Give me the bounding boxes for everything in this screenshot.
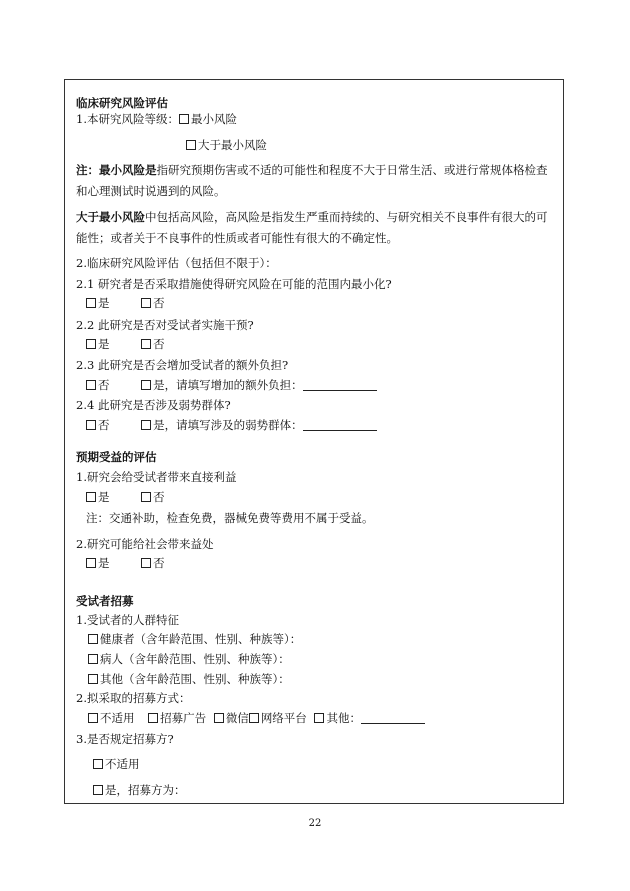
min-risk-checkbox[interactable] xyxy=(179,114,189,124)
method-web-checkbox[interactable] xyxy=(249,713,259,723)
section-title-recruit: 受试者招募 xyxy=(76,594,134,608)
q22-text: 2.2 此研究是否对受试者实施干预? xyxy=(76,318,254,332)
q21-text: 2.1 研究者是否采取措施使得研究风险在可能的范围内最小化? xyxy=(76,277,392,291)
other-group-option xyxy=(88,671,290,687)
q23-no-checkbox[interactable] xyxy=(86,380,96,390)
patient-option xyxy=(88,651,290,667)
gt-min-risk-label: 大于最小风险 xyxy=(198,138,267,152)
method-ad-label: 招募广告 xyxy=(160,711,207,725)
page-number: 22 xyxy=(308,818,322,829)
risk-assessment-question: 2.临床研究风险评估（包括但不限于）： xyxy=(76,256,277,270)
q22-yes-checkbox[interactable] xyxy=(86,339,96,349)
method-other-label: 其他： xyxy=(326,711,361,725)
method-na-checkbox[interactable] xyxy=(88,713,98,723)
q23-text: 2.3 此研究是否会增加受试者的额外负担? xyxy=(76,358,289,372)
healthy-checkbox[interactable] xyxy=(88,634,98,644)
benefit-q1-yes-label: 是 xyxy=(98,490,110,504)
q23-yes-checkbox[interactable] xyxy=(141,380,151,390)
q21-no-checkbox[interactable] xyxy=(141,298,151,308)
patient-checkbox[interactable] xyxy=(88,654,98,664)
q23-fill-blank[interactable] xyxy=(303,378,377,391)
note-gt-min-risk-text: 中包括高风险，高风险是指发生严重而持续的、与研究相关不良事件有很大的可能性；或者关于不良事件的性质或者可能性有很大的不确定性。 xyxy=(76,210,548,245)
recruit-methods xyxy=(88,710,425,726)
note-min-risk-text: 指研究预期伤害或不适的可能性和程度不大于日常生活、或进行常规体格检查和心理测试时说遇到的风险。 xyxy=(76,163,548,198)
benefit-q2-no-label: 否 xyxy=(153,556,165,570)
gt-min-risk-option xyxy=(186,137,267,153)
method-wechat-label: 微信 xyxy=(225,711,249,725)
q24-text: 2.4 此研究是否涉及弱势群体? xyxy=(76,398,231,412)
method-other-checkbox[interactable] xyxy=(314,713,324,723)
q21-yes-label: 是 xyxy=(98,296,110,310)
q21-no-label: 否 xyxy=(153,296,165,310)
q22-yes-label: 是 xyxy=(98,337,110,351)
note-min-risk xyxy=(76,160,558,202)
note-gt-min-risk xyxy=(76,207,558,249)
note-gt-min-risk-bold: 大于最小风险 xyxy=(76,210,145,224)
q22-options xyxy=(86,336,165,352)
benefit-q2-no-checkbox[interactable] xyxy=(141,558,151,568)
patient-label: 病人（含年龄范围、性别、种族等）： xyxy=(100,652,290,666)
risk-level-question xyxy=(76,111,237,127)
q22-no-label: 否 xyxy=(153,337,165,351)
q24-fill-blank[interactable] xyxy=(303,418,377,431)
q22-no-checkbox[interactable] xyxy=(141,339,151,349)
benefit-q2-yes-label: 是 xyxy=(98,556,110,570)
recruiter-na-checkbox[interactable] xyxy=(93,759,103,769)
q24-options xyxy=(86,417,377,433)
q21-options xyxy=(86,295,165,311)
benefit-q2-options xyxy=(86,555,165,571)
q24-yes-label: 是，请填写涉及的弱势群体： xyxy=(153,418,303,432)
benefit-q1-options xyxy=(86,489,165,505)
benefit-q1-no-checkbox[interactable] xyxy=(141,492,151,502)
benefit-q1-no-label: 否 xyxy=(153,490,165,504)
q24-no-label: 否 xyxy=(98,418,110,432)
recruiter-na-option xyxy=(93,756,140,772)
healthy-label: 健康者（含年龄范围、性别、种族等）： xyxy=(100,632,302,646)
recruiter-yes-option xyxy=(93,782,186,798)
other-group-label: 其他（含年龄范围、性别、种族等）： xyxy=(100,672,290,686)
benefit-q1-text: 1.研究会给受试者带来直接利益 xyxy=(76,470,237,484)
recruit-q1-text: 1.受试者的人群特征 xyxy=(76,613,179,627)
q24-no-checkbox[interactable] xyxy=(86,420,96,430)
healthy-option xyxy=(88,631,301,647)
method-other-blank[interactable] xyxy=(361,711,425,724)
method-wechat-checkbox[interactable] xyxy=(214,713,224,723)
risk-level-label: 1.本研究风险等级： xyxy=(76,112,179,126)
q23-no-label: 否 xyxy=(98,378,110,392)
recruit-q3-text: 3.是否规定招募方? xyxy=(76,732,174,746)
method-web-label: 网络平台 xyxy=(260,711,307,725)
q21-yes-checkbox[interactable] xyxy=(86,298,96,308)
q23-options xyxy=(86,377,377,393)
section-title-risk: 临床研究风险评估 xyxy=(76,96,168,110)
benefit-q2-yes-checkbox[interactable] xyxy=(86,558,96,568)
gt-min-risk-checkbox[interactable] xyxy=(186,140,196,150)
method-ad-checkbox[interactable] xyxy=(148,713,158,723)
method-na-label: 不适用 xyxy=(100,711,135,725)
note-min-risk-bold: 注：最小风险是 xyxy=(76,163,157,177)
recruit-q2-text: 2.拟采取的招募方式： xyxy=(76,691,191,705)
benefit-note: 注：交通补助，检查免费，器械免费等费用不属于受益。 xyxy=(86,511,374,525)
section-title-benefit: 预期受益的评估 xyxy=(76,450,157,464)
min-risk-label: 最小风险 xyxy=(190,112,237,126)
recruiter-yes-checkbox[interactable] xyxy=(93,785,103,795)
benefit-q2-text: 2.研究可能给社会带来益处 xyxy=(76,537,214,551)
benefit-q1-yes-checkbox[interactable] xyxy=(86,492,96,502)
q24-yes-checkbox[interactable] xyxy=(141,420,151,430)
q23-yes-label: 是，请填写增加的额外负担： xyxy=(153,378,303,392)
recruiter-yes-label: 是，招募方为： xyxy=(105,783,186,797)
recruiter-na-label: 不适用 xyxy=(105,757,140,771)
other-group-checkbox[interactable] xyxy=(88,674,98,684)
